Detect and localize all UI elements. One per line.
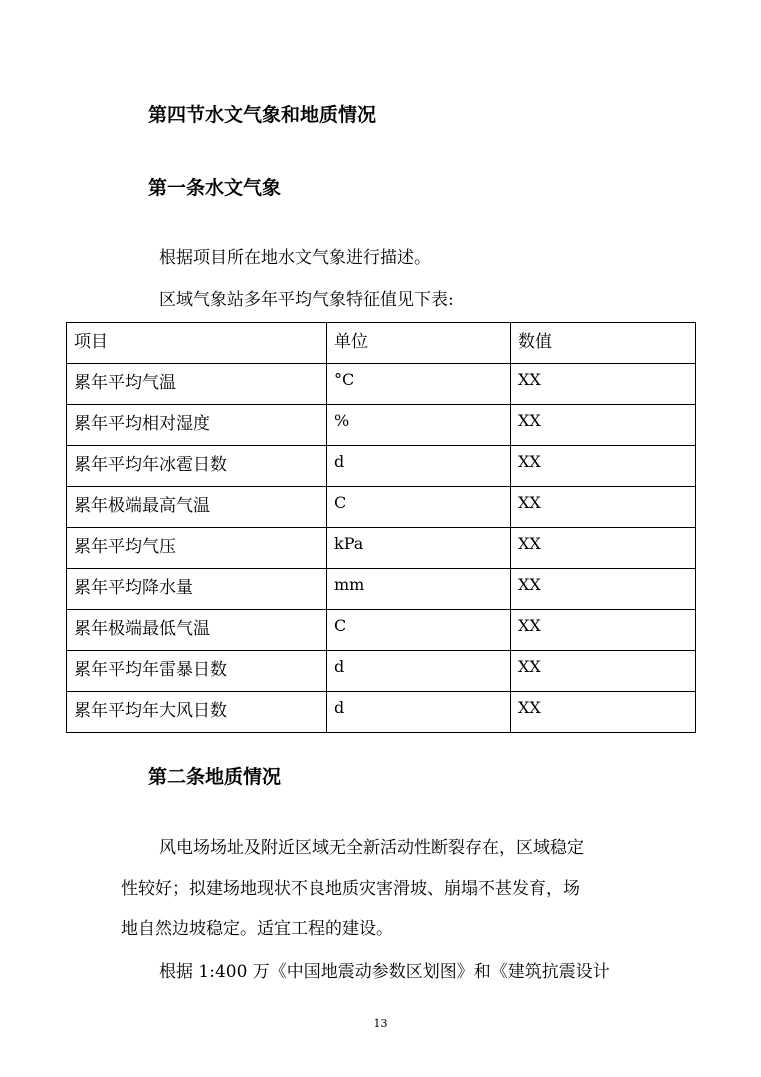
cell-value: XX [511,528,696,569]
cell-value: XX [511,446,696,487]
cell-unit: d [327,651,511,692]
cell-item: 累年平均气温 [67,364,327,405]
header-value: 数值 [511,323,696,364]
geology-line-4: 根据 1:400 万《中国地震动参数区划图》和《建筑抗震设计 [159,962,610,982]
cell-value: XX [511,364,696,405]
cell-item: 累年平均降水量 [67,569,327,610]
cell-value: XX [511,405,696,446]
table-row [67,364,696,405]
cell-item: 累年极端最低气温 [67,610,327,651]
geology-line-2: 性较好；拟建场地现状不良地质灾害滑坡、崩塌不甚发育，场 [121,879,580,899]
cell-item: 累年平均年大风日数 [67,692,327,733]
climate-table [66,322,696,733]
cell-unit: C [327,487,511,528]
intro-line-1: 根据项目所在地水文气象进行描述。 [159,248,431,268]
cell-item: 累年平均年冰雹日数 [67,446,327,487]
geology-line-3: 地自然边坡稳定。适宜工程的建设。 [121,919,393,939]
cell-unit: C [327,610,511,651]
cell-unit: kPa [327,528,511,569]
cell-value: XX [511,651,696,692]
geology-line-1: 风电场场址及附近区域无全新活动性断裂存在，区域稳定 [159,838,584,858]
cell-item: 累年平均气压 [67,528,327,569]
cell-value: XX [511,569,696,610]
cell-item: 累年平均相对湿度 [67,405,327,446]
table-row [67,528,696,569]
cell-unit: d [327,446,511,487]
page-number: 13 [373,1017,388,1030]
cell-value: XX [511,692,696,733]
table-row [67,446,696,487]
table-row [67,405,696,446]
table-header-row [67,323,696,364]
cell-value: XX [511,487,696,528]
header-item: 项目 [67,323,327,364]
article-2-title: 第二条地质情况 [148,766,282,788]
cell-unit: mm [327,569,511,610]
table-row [67,487,696,528]
cell-item: 累年平均年雷暴日数 [67,651,327,692]
cell-unit: °C [327,364,511,405]
cell-unit: d [327,692,511,733]
table-row [67,569,696,610]
table-row [67,692,696,733]
cell-value: XX [511,610,696,651]
article-1-title: 第一条水文气象 [148,177,282,199]
section-title: 第四节水文气象和地质情况 [148,104,377,126]
cell-unit: % [327,405,511,446]
cell-item: 累年极端最高气温 [67,487,327,528]
table-row [67,651,696,692]
header-unit: 单位 [327,323,511,364]
intro-line-2: 区域气象站多年平均气象特征值见下表: [159,290,454,310]
table-row [67,610,696,651]
